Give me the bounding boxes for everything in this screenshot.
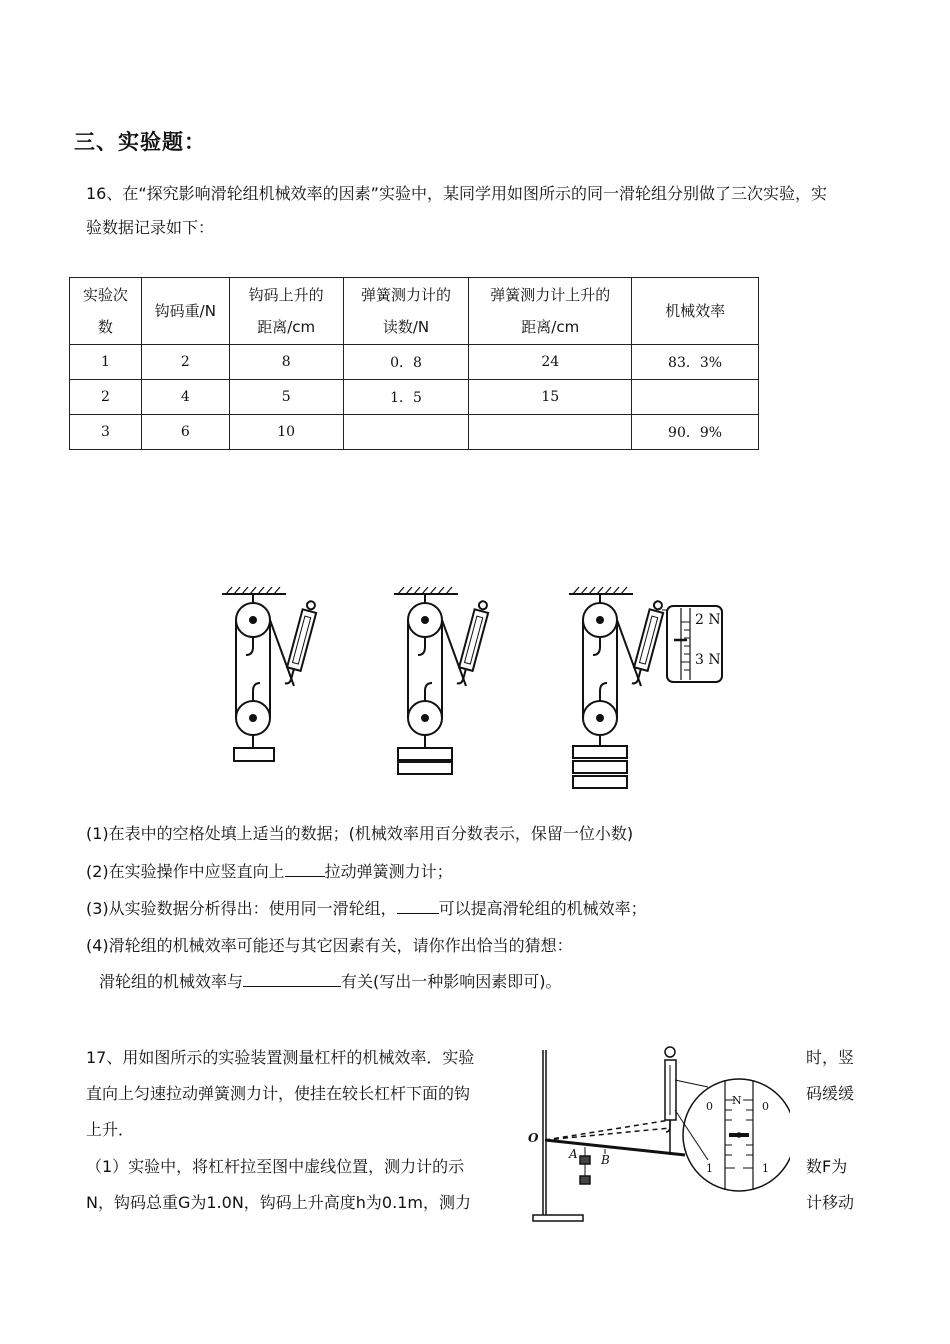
label-a: A bbox=[569, 1147, 578, 1161]
lever-apparatus-figure bbox=[525, 1040, 790, 1230]
q17-line4-right: 数F为 bbox=[806, 1157, 848, 1176]
table-cell: 2 bbox=[141, 345, 229, 380]
answer-blank[interactable] bbox=[397, 899, 439, 914]
q17-line5: N，钩码总重G为1.0N，钩码上升高度h为0.1m，测力 bbox=[86, 1193, 471, 1212]
header-weight: 钩码重/N bbox=[141, 278, 229, 345]
q16-sub1: (1)在表中的空格处填上适当的数据；(机械效率用百分数表示，保留一位小数) bbox=[86, 824, 634, 843]
table-cell: 6 bbox=[141, 415, 229, 450]
q17-line2: 直向上匀速拉动弹簧测力计，使挂在较长杠杆下面的钩 bbox=[86, 1084, 471, 1103]
header-meter-distance: 弹簧测力计上升的 距离/cm bbox=[469, 278, 632, 345]
q17-line3: 上升． bbox=[86, 1120, 135, 1139]
section-title: 三、实验题： bbox=[74, 130, 206, 154]
table-cell: 4 bbox=[141, 380, 229, 415]
answer-blank[interactable] bbox=[285, 862, 325, 877]
table-cell: 24 bbox=[469, 345, 632, 380]
table-cell: 83．3% bbox=[632, 345, 759, 380]
table-row bbox=[70, 380, 759, 415]
q16-sub2: (2)在实验操作中应竖直向上 拉动弹簧测力计； bbox=[86, 862, 453, 881]
scale-label-1-right: 1 bbox=[762, 1162, 769, 1175]
header-efficiency: 机械效率 bbox=[632, 278, 759, 345]
table-cell: 3 bbox=[70, 415, 142, 450]
q16-sub3: (3)从实验数据分析得出：使用同一滑轮组， 可以提高滑轮组的机械效率； bbox=[86, 899, 647, 918]
table-cell bbox=[343, 415, 469, 450]
header-meter-reading: 弹簧测力计的 读数/N bbox=[343, 278, 469, 345]
table-cell: 0．8 bbox=[343, 345, 469, 380]
scale-label-n: N bbox=[732, 1094, 742, 1107]
scale-label-2n: 2 N bbox=[695, 612, 721, 628]
header-trial: 实验次 数 bbox=[70, 278, 142, 345]
scale-label-1-left: 1 bbox=[706, 1162, 713, 1175]
scale-label-3n: 3 N bbox=[695, 652, 721, 668]
q16-intro-line1: 16、在“探究影响滑轮组机械效率的因素”实验中，某同学用如图所示的同一滑轮组分别做了三次实验，实 bbox=[86, 184, 827, 203]
q17-line1-right: 时，竖 bbox=[806, 1048, 855, 1067]
pulley-system-figure bbox=[210, 580, 730, 800]
table-cell: 5 bbox=[229, 380, 343, 415]
table-cell: 2 bbox=[70, 380, 142, 415]
experiment-data-table bbox=[69, 277, 759, 450]
answer-blank[interactable] bbox=[243, 972, 341, 987]
scale-label-0-left: 0 bbox=[706, 1100, 713, 1113]
table-cell: 15 bbox=[469, 380, 632, 415]
q17-line1: 17、用如图所示的实验装置测量杠杆的机械效率．实验 bbox=[86, 1048, 475, 1067]
table-cell: 8 bbox=[229, 345, 343, 380]
table-cell: 1 bbox=[70, 345, 142, 380]
q16-sub4: (4)滑轮组的机械效率可能还与其它因素有关，请你作出恰当的猜想： bbox=[86, 936, 573, 955]
table-header-row bbox=[70, 278, 759, 345]
table-cell: 10 bbox=[229, 415, 343, 450]
q17-line2-right: 码缓缓 bbox=[806, 1084, 855, 1103]
q17-line4: （1）实验中，将杠杆拉至图中虚线位置，测力计的示 bbox=[86, 1157, 465, 1176]
table-cell: 1．5 bbox=[343, 380, 469, 415]
label-o: O bbox=[528, 1131, 539, 1145]
pulley-setup-2 bbox=[394, 587, 491, 774]
table-cell: 90．9% bbox=[632, 415, 759, 450]
table-cell bbox=[632, 380, 759, 415]
label-b: B bbox=[601, 1153, 610, 1167]
table-row bbox=[70, 415, 759, 450]
pulley-setup-1 bbox=[222, 587, 319, 761]
scale-label-0-right: 0 bbox=[762, 1100, 769, 1113]
table-row bbox=[70, 345, 759, 380]
q16-intro-line2: 验数据记录如下： bbox=[86, 218, 215, 237]
q17-line5-right: 计移动 bbox=[806, 1193, 855, 1212]
header-hook-distance: 钩码上升的 距离/cm bbox=[229, 278, 343, 345]
table-cell bbox=[469, 415, 632, 450]
q16-sub4-guess: 滑轮组的机械效率与 有关(写出一种影响因素即可)。 bbox=[99, 972, 562, 991]
